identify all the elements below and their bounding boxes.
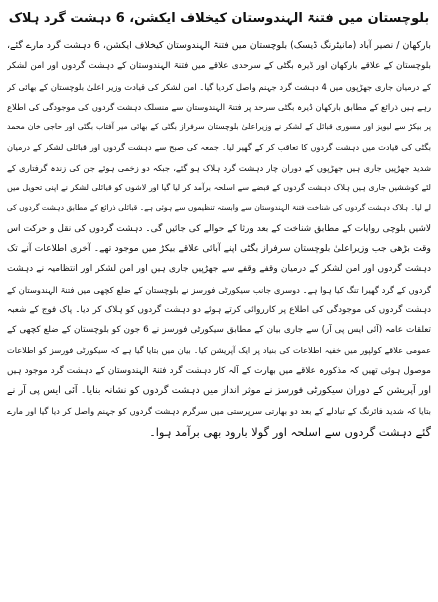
article-body [7,36,431,442]
body-line: گردوں کے گرد گھیرا تنگ کیا ہوا ہے۔ دوسری جانب سیکورٹی فورسز نے بلوچستان کے ضلع کچھی میں فتنۃ الہندوستان کے [7,284,431,295]
body-line: بگٹی کی قیادت میں دہشت گردوں کا تعاقب کر کے گھیر لیا۔ جمعہ کی صبح سے دہشت گردوں اور قبائلی لشکر کے درمیان [7,142,431,153]
body-line: لئے کوششیں جاری ہیں ہلاک دہشت گردوں کے قبضے سے اسلحہ برآمد کر لیا گیا اور لاشوں کو قبائلی لشکر نے اپنی تحویل میں [7,183,431,193]
body-line: بتایا کہ شدید فائرنگ کے تبادلے کے بعد دو بھارتی سرپرستی میں سرگرم دہشت گردوں کو جہنم واصل کر دیا گیا اور مارے [7,406,431,417]
body-line: بارکھان / نصیر آباد (مانیٹرنگ ڈیسک) بلوچستان میں فتنۃ الہندوستان کیخلاف ایکشن، 6 دہشت گرد مارے گئے، [7,40,431,51]
body-line: دہشت گردوں کی موجودگی کی اطلاع پر کارروائی کرتے ہوئے دو دہشت گردوں کو ہلاک کر دیا۔ پاک فوج کے شعبہ [7,304,431,315]
article-headline: بلوچستان میں فتنۃ الہندوستان کیخلاف ایکشن، 6 دہشت گرد ہلاک [8,11,430,26]
body-line: گئے دہشت گردوں سے اسلحہ اور گولا بارود بھی برآمد ہوا۔ [149,424,431,439]
body-line: تعلقات عامہ (آئی ایس پی آر) سے جاری بیان کے مطابق سیکورٹی فورسز نے 6 جون کو بلوچستان کے ضلع کچھی کے [7,325,431,336]
body-line: رہے ہیں ذرائع کے مطابق بارکھان ڈیرہ بگٹی سرحد پر فتنۃ الہندوستان سے منسلک دہشت گردوں کی موجودگی کی اطلاع [7,101,431,112]
body-line: کے درمیان جاری جھڑپوں میں 4 دہشت گرد جہنم واصل کردیا گیا۔ امن لشکر کی قیادت وزیر اعلیٰ بلوچستان کے بھائی کر [7,81,431,92]
body-line: پر بیکڑ سے لیویز اور مسوری قبائل کے لشکر نے وزیراعلیٰ بلوچستان سرفراز بگٹی کے بھائی میر آفتاب بگٹی اور حاجی خان محمد [7,122,431,132]
body-line: لے لیا۔ ہلاک دہشت گردوں کی شناخت فتنۃ الہندوستان سے وابستہ تنظیموں سے ہوئی ہے۔ قبائلی ذرائع کے مطابق دہشت گردوں کی [7,203,431,213]
body-line: لاشیں بلوچی روایات کے مطابق شناخت کے بعد ورثا کے حوالے کی جائیں گی۔ دہشت گردوں کی نقل و حرکت اس [7,223,431,234]
body-line: بلوچستان کے علاقے بارکھان اور ڈیرہ بگٹی کے سرحدی علاقے میں فتنۃ الہندوستان کے دہشت گردوں اور امن لشکر [7,61,431,72]
body-line: وقت بڑھی جب وزیراعلیٰ بلوچستان سرفراز بگٹی اپنے آبائی علاقے بیکڑ میں موجود تھے۔ آخری اطلاعات آنے تک [7,242,431,254]
body-line: شدید جھڑپیں جاری ہیں جھڑپوں کے دوران چار دہشت گرد ہلاک ہو گئے، جبکہ دو زخمی ہوئے جن کی زندہ گرفتاری کے [7,162,431,173]
body-line: دہشت گردوں اور امن لشکر کے درمیان وقفے وقفے سے جھڑپیں جاری ہیں اور امن لشکر اور انتظامیہ نے دہشت [7,264,431,275]
body-line: عمومی علاقے کولپور میں خفیہ اطلاعات کی بنیاد پر ایک آپریشن کیا۔ بیان میں بتایا گیا ہے کہ سیکورٹی فورسز کو اطلاعات [7,345,431,356]
body-line: اور آپریشن کے دوران سیکورٹی فورسز نے موثر انداز میں دہشت گردوں کو نشانہ بنایا۔ آئی ایس پی آر نے [7,385,431,397]
body-line: موصول ہوئی تھیں کہ مذکورہ علاقے میں بھارت کے آلہ کار دہشت گرد فتنۃ الہندوستان کے دہشت گرد موجود ہیں [7,365,431,376]
